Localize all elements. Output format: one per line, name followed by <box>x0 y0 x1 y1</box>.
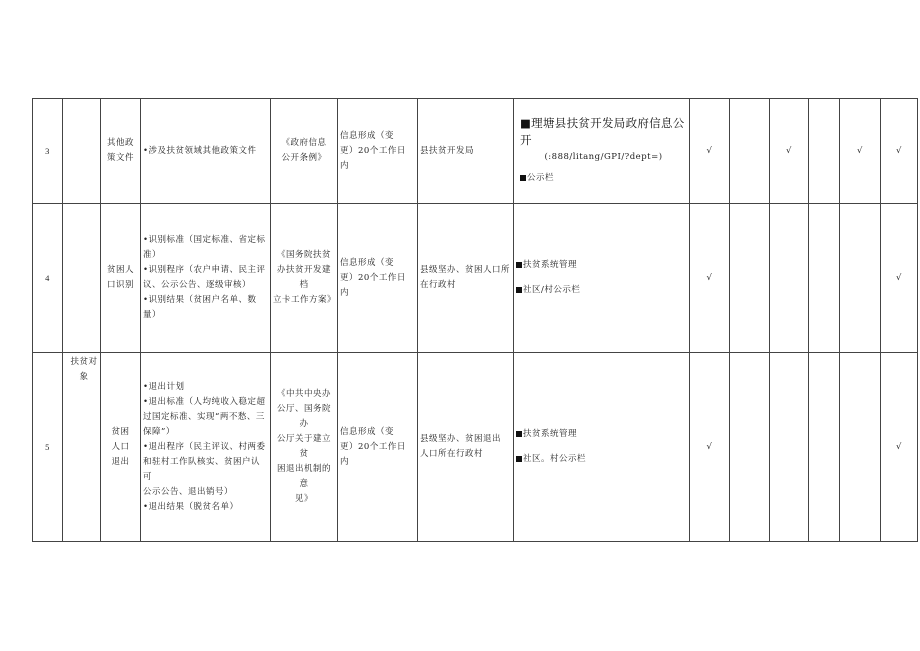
row-number: 4 <box>33 204 63 353</box>
subject-cell: 贫困人 口识别 <box>101 204 141 353</box>
check-cell: √ <box>840 99 881 204</box>
channel-cell <box>514 99 690 204</box>
timeframe-cell: 信息形成（变 更）20个工作日 内 <box>338 353 418 542</box>
row-number: 3 <box>33 99 63 204</box>
check-cell <box>809 99 840 204</box>
channel-item: 扶贫系统管理 <box>516 258 687 273</box>
check-cell: √ <box>881 99 918 204</box>
check-cell: √ <box>690 204 730 353</box>
responsible-body-cell: 县级坚办、贫困退出 人口所在行政村 <box>418 353 514 542</box>
square-bullet-icon <box>516 456 522 462</box>
responsible-body-cell: 县级坚办、贫困人口所 在行政村 <box>418 204 514 353</box>
category-cell <box>63 99 101 204</box>
table-row <box>33 353 918 542</box>
square-bullet-icon <box>516 431 522 437</box>
row-number: 5 <box>33 353 63 542</box>
channel-url: (:888/litang/GPI/?dept=) <box>544 152 663 162</box>
channel-cell <box>514 204 690 353</box>
table-row <box>33 99 918 204</box>
check-cell <box>809 353 840 542</box>
square-bullet-icon <box>516 287 522 293</box>
table-row <box>33 204 918 353</box>
check-cell: √ <box>770 99 809 204</box>
check-cell: √ <box>881 353 918 542</box>
basis-cell: 《政府信息 公开条例》 <box>271 99 338 204</box>
subject-cell: 其他政 策文件 <box>101 99 141 204</box>
check-cell <box>840 204 881 353</box>
disclosure-table <box>32 98 918 542</box>
channel-main: ■理塘县扶贫开发局政府信息公开 <box>520 116 685 147</box>
check-cell <box>730 353 770 542</box>
content-cell: •涉及扶贫领域其他政策文件 <box>141 99 271 204</box>
check-cell: √ <box>690 353 730 542</box>
subject-cell: 贫困 人口 退出 <box>101 353 141 542</box>
check-cell <box>770 204 809 353</box>
timeframe-cell: 信息形成（变 更）20个工作日 内 <box>338 204 418 353</box>
check-cell <box>770 353 809 542</box>
channel-item: 公示栏 <box>520 171 687 186</box>
channel-cell <box>514 353 690 542</box>
check-cell: √ <box>690 99 730 204</box>
timeframe-cell: 信息形成（变 更）20个工作日 内 <box>338 99 418 204</box>
check-cell <box>840 353 881 542</box>
square-bullet-icon <box>516 262 522 268</box>
channel-item: 扶贫系统管理 <box>516 427 687 442</box>
content-cell: •识别标准（国定标准、省定标 准） •识别程序（农户申请、民主评 议、公示公告、逐级审核） •识别结果（贫困户名单、数 量） <box>141 204 271 353</box>
basis-cell: 《中共中央办 公厅、国务院办 公厅关于建立贫 困退出机制的意 见》 <box>271 353 338 542</box>
channel-item: 社区。村公示栏 <box>516 452 687 467</box>
content-cell: •退出计划 •退出标准（人均纯收入稳定超 过国定标准、实现“两不愁、三 保障”） •退出程序（民主评议、村两委 和驻村工作队核实、贫困户认可 公示公告、退出销号） •退出结果（脱贫名单） <box>141 353 271 542</box>
channel-item: 社区/村公示栏 <box>516 283 687 298</box>
category-cell <box>63 204 101 353</box>
check-cell <box>730 99 770 204</box>
responsible-body-cell: 县扶贫开发局 <box>418 99 514 204</box>
check-cell <box>730 204 770 353</box>
category-label-text: 扶贫对象 <box>70 357 98 382</box>
square-bullet-icon <box>520 175 526 181</box>
basis-cell: 《国务院扶贫 办扶贫开发建档 立卡工作方案》 <box>271 204 338 353</box>
category-label <box>70 355 98 385</box>
check-cell: √ <box>881 204 918 353</box>
check-cell <box>809 204 840 353</box>
